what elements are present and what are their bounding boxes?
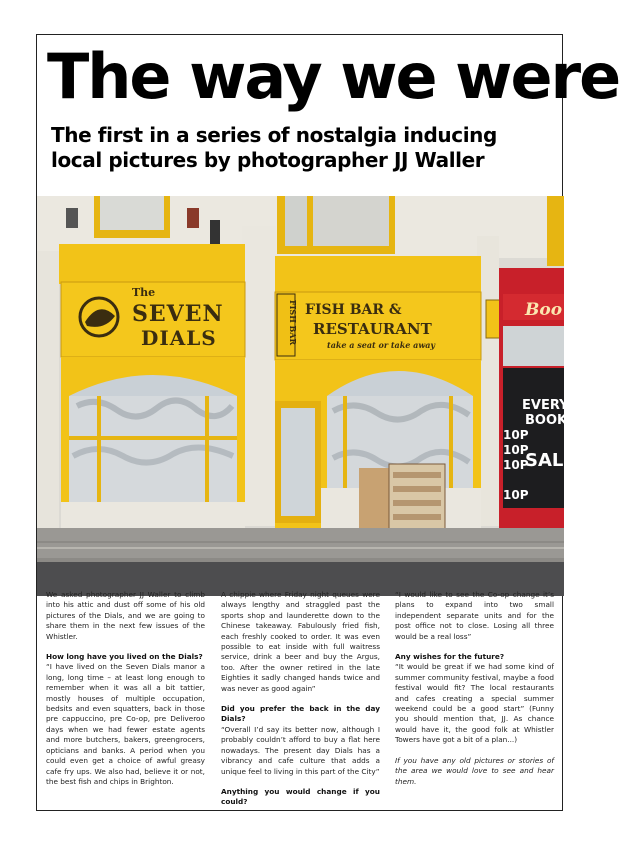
right-sign-vertical: FISH BAR [288, 300, 298, 346]
poster-sale: SALE [525, 450, 576, 471]
left-sign-dials: DIALS [141, 326, 217, 350]
page-frame [36, 34, 619, 811]
article-column-2 [221, 590, 380, 808]
article-column-3 [395, 590, 554, 797]
answer-prefer-back-then: “Overall I’d say its better now, although I probably couldn’t afford to buy a flat here nowadays. The present day Dials has a vibrancy and cafe culture that adds a unique feel to living in this part of the City” [221, 724, 380, 776]
right-sign-tagline: take a seat or take away [327, 340, 436, 350]
answer-how-long-continued: A chippie where Friday night queues were always lengthy and straggled past the sports shop and launderette down to the Chinese takeaway. Fabulously fried fish, each freshly cooked to order. It was even possible to eat inside with full waitress service, drink a beer and buy the Argus, too. After the owner retired in the late Eighties it sadly changed hands twice and was never as good again” [221, 590, 380, 693]
poster-book: BOOK [525, 413, 568, 428]
right-sign-restaurant: RESTAURANT [313, 320, 432, 338]
question-wishes-future: Any wishes for the future? [395, 652, 505, 662]
page-subtitle: The first in a series of nostalgia inducing local pictures by photographer JJ Waller [51, 123, 497, 172]
right-sign-fishbar: FISH BAR & [305, 302, 402, 318]
neighbour-sign: Boo [525, 300, 563, 320]
poster-10p-2: 10P [503, 443, 529, 457]
question-anything-change: Anything you would change if you could? [221, 786, 380, 807]
article-columns [46, 590, 555, 805]
question-how-long: How long have you lived on the Dials? [46, 652, 203, 662]
answer-how-long: “I have lived on the Seven Dials manor a long, long time – at least long enough to remember when it was all a bit tattier, mostly houses of multiple occupation, bedsits and even squatters, back in those pre cappuccino, pre Co-op, pre Deliveroo days when we had fewer estate agents and more butchers, bakers, greengrocers, opticians and banks. A period when you could even get a choice of awful greasy cafe fry ups. We also had, believe it or not, the best fish and chips in Brighton. [46, 662, 205, 786]
poster-every: EVERY [522, 398, 569, 413]
answer-wishes-future: “It would be great if we had some kind of summer community festival, maybe a food festival would fit? The local restaurants and cafes creating a special summer weekend could be a good start” (Funny you should mention that, JJ. As chance would have it, the good folk at Whistler Towers have got a bit of a plan...) [395, 662, 554, 745]
shopfront-photo [37, 196, 576, 596]
poster-10p-3: 10P [503, 458, 529, 472]
article-intro: We asked photographer JJ Waller to climb into his attic and dust off some of his old pictures of the Dials, and we are going to share them in the next few issues of the Whistler. [46, 590, 205, 641]
answer-anything-change: “I would like to see the Co-op change it’s plans to expand into two small independent separate units and for the post office not to close. Losing all three would be a real loss” [395, 590, 554, 641]
poster-10p-1: 10P [503, 428, 529, 442]
page-title: The way we were [47, 40, 619, 113]
poster-10p-4: 10P [503, 488, 529, 502]
left-sign-seven: SEVEN [132, 301, 224, 327]
closing-note: If you have any old pictures or stories of the area we would love to see and hear them. [395, 755, 554, 786]
left-sign-the: The [132, 286, 156, 299]
article-column-1 [46, 590, 205, 797]
question-prefer-back-then: Did you prefer the back in the day Dials? [221, 704, 380, 724]
